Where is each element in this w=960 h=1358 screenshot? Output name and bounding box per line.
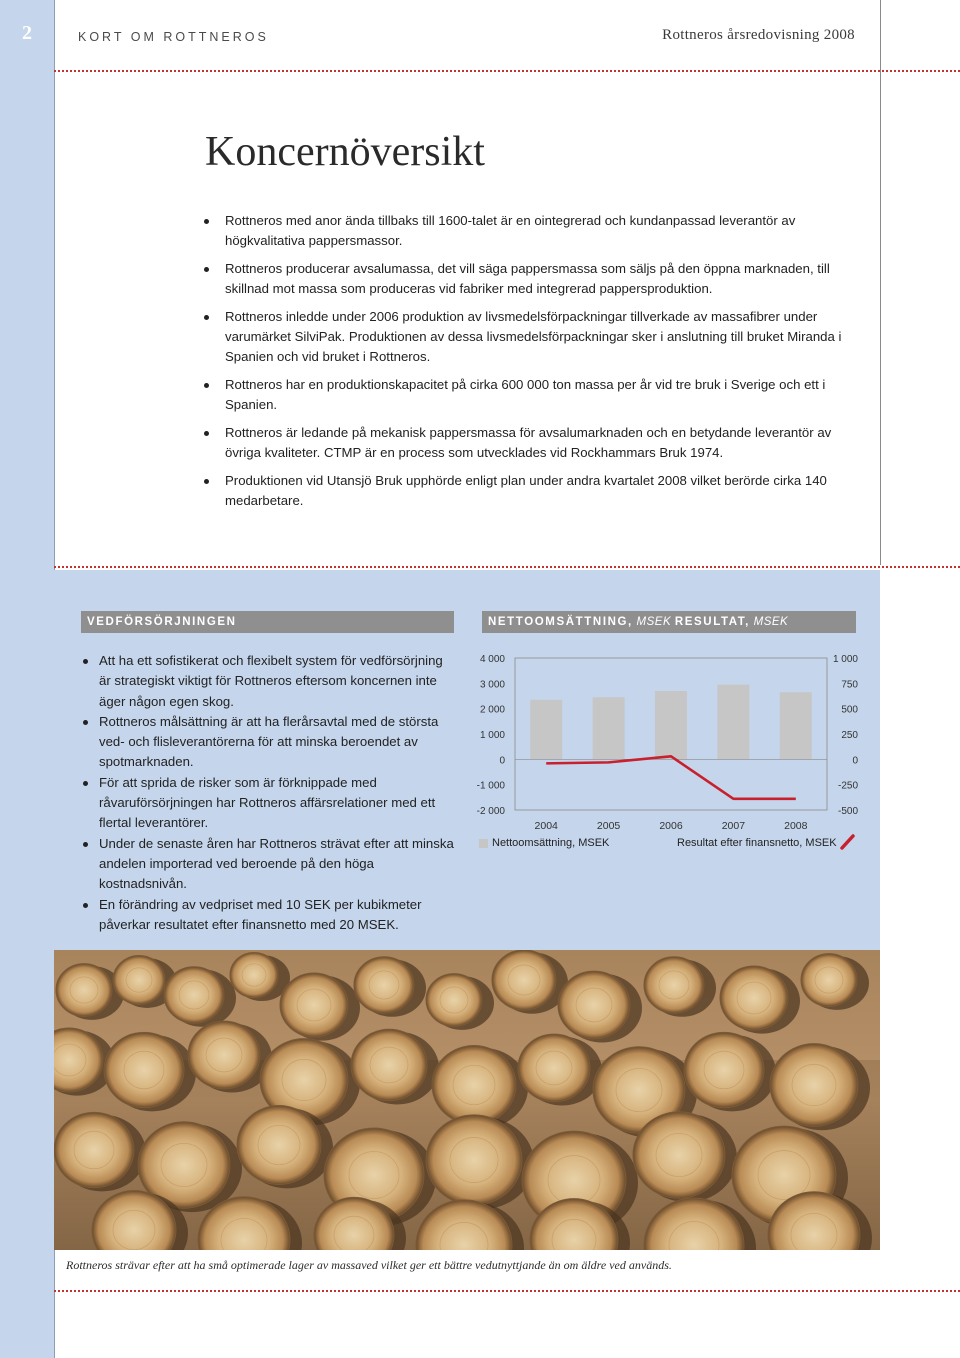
log-end [633,1112,725,1198]
log-end [558,971,630,1039]
legend-swatch-result [839,833,857,851]
x-axis-tick-label: 2008 [784,820,808,832]
right-axis-tick-label: -500 [837,806,858,817]
intro-bullet: Rottneros inledde under 2006 produktion av livsmedelsförpackningar tillverkade av massafibrer under varumärket SilviPak. Produktionen av dessa livsmedelsförpackningar sker i anslutning till bruket Miranda i Spanien och vid bruket i Rottneros. [204,307,854,367]
bottom-dotted-divider [54,1290,960,1292]
log-end [104,1032,184,1107]
log-pile-photo [54,950,880,1250]
report-title: Rottneros årsredovisning 2008 [662,27,855,43]
chart-title-result-unit: MSEK [749,616,789,628]
log-end [188,1021,260,1089]
supply-box-title: VEDFÖRSÖRJNINGEN [87,616,237,628]
revenue-bar [655,691,687,759]
log-end [518,1034,590,1102]
left-margin-strip [0,0,55,1358]
left-axis-tick-label: 1 000 [479,730,505,741]
revenue-bar [530,700,562,760]
log-end [432,1046,516,1125]
log-end [164,967,224,1023]
log-end [230,952,278,997]
revenue-bar [780,692,812,759]
left-axis-tick-label: 3 000 [479,679,505,691]
supply-bullet-list [83,651,455,935]
right-axis-tick-label: 750 [841,679,858,691]
log-end [426,1115,522,1205]
page-title: Koncernöversikt [205,129,485,175]
supply-box-header [81,611,454,633]
right-axis-tick-label: 500 [841,704,858,716]
supply-bullet: För att sprida de risker som är förknippade med råvaruförsörjningen har Rottneros affärsrelationer med ett flertal leverantörer. [83,773,455,834]
revenue-bar [593,697,625,759]
page-number: 2 [22,22,32,44]
right-axis-tick-label: -250 [837,780,858,792]
log-end [770,1044,858,1127]
log-end [684,1032,764,1107]
log-end [354,957,414,1013]
intro-bullet: Rottneros med anor ända tillbaks till 1600-talet är en ointegrerad och kundanpassad leverantör av högkvalitativa pappersmassor. [204,211,854,251]
intro-bullet: Rottneros producerar avsalumassa, det vill säga pappersmassa som säljs på den öppna marknaden, till skillnad mot massa som produceras vid fabriker med integrerad pappersproduktion. [204,259,854,299]
supply-bullet: Att ha ett sofistikerat och flexibelt system för vedförsörjning är strategiskt viktigt för Rottneros eftersom koncernen inte äger någon egen skog. [83,651,455,712]
intro-bullet: Rottneros är ledande på mekanisk pappersmassa för avsalumarknaden och en betydande leverantör av övriga kvaliteter. CTMP är en process som utvecklades vid Rockhammars Bruk 1974. [204,423,854,463]
chart-title-revenue: NETTOOMSÄTTNING, [488,616,633,628]
log-end [644,957,704,1013]
photo-caption: Rottneros strävar efter att ha små optimerade lager av massaved vilket ger ett bättre vedutnyttjande än om äldre ved används. [66,1258,672,1272]
log-end [280,973,348,1037]
right-axis-tick-label: 250 [841,730,858,741]
supply-bullet: Under de senaste åren har Rottneros strävat efter att minska andelen importerad ved beroende på den höga kostnadsnivån. [83,834,455,895]
legend-swatch-revenue [479,839,488,848]
revenue-bar [717,685,749,760]
intro-bullet-list [204,211,854,519]
legend-label-result: Resultat efter finansnetto, MSEK [677,837,837,849]
left-axis-tick-label: -2 000 [476,806,505,817]
x-axis-tick-label: 2004 [534,820,558,832]
log-end [720,966,788,1030]
intro-bullet: Produktionen vid Utansjö Bruk upphörde enligt plan under andra kvartalet 2008 vilket berörde cirka 140 medarbetare. [204,471,854,511]
revenue-result-chart [470,645,870,835]
legend-label-revenue: Nettoomsättning, MSEK [492,837,610,849]
log-end [426,974,482,1027]
x-axis-tick-label: 2007 [721,820,746,832]
mid-dotted-divider [54,566,960,568]
intro-bullet: Rottneros har en produktionskapacitet på cirka 600 000 ton massa per år vid tre bruk i Sverige och ett i Spanien. [204,375,854,415]
x-axis-tick-label: 2006 [659,820,683,832]
right-axis-tick-label: 1 000 [832,654,858,665]
log-end [54,1112,134,1187]
log-end [113,956,165,1005]
chart-box-header [482,611,856,633]
right-axis-tick-label: 0 [852,755,858,767]
chart-title-result: RESULTAT, [674,616,750,628]
log-end [237,1106,321,1185]
log-end [801,954,857,1007]
chart-title-revenue-unit: MSEK [632,616,675,628]
log-end [351,1029,427,1100]
section-label: KORT OM ROTTNEROS [78,30,269,44]
top-dotted-divider [54,70,960,72]
column-rule [880,0,881,565]
supply-bullet: En förändring av vedpriset med 10 SEK per kubikmeter påverkar resultatet efter finansnetto med 20 MSEK. [83,895,455,936]
left-axis-tick-label: -1 000 [476,780,505,792]
left-axis-tick-label: 0 [499,755,505,767]
result-line [546,756,796,799]
left-axis-tick-label: 2 000 [479,704,505,716]
log-end [56,964,112,1017]
x-axis-tick-label: 2005 [596,820,621,832]
supply-bullet: Rottneros målsättning är att ha flerårsavtal med de största ved- och flisleverantörerna för att minska beroendet av spotmarknaden. [83,712,455,773]
log-end [492,950,556,1010]
left-axis-tick-label: 4 000 [479,654,505,665]
